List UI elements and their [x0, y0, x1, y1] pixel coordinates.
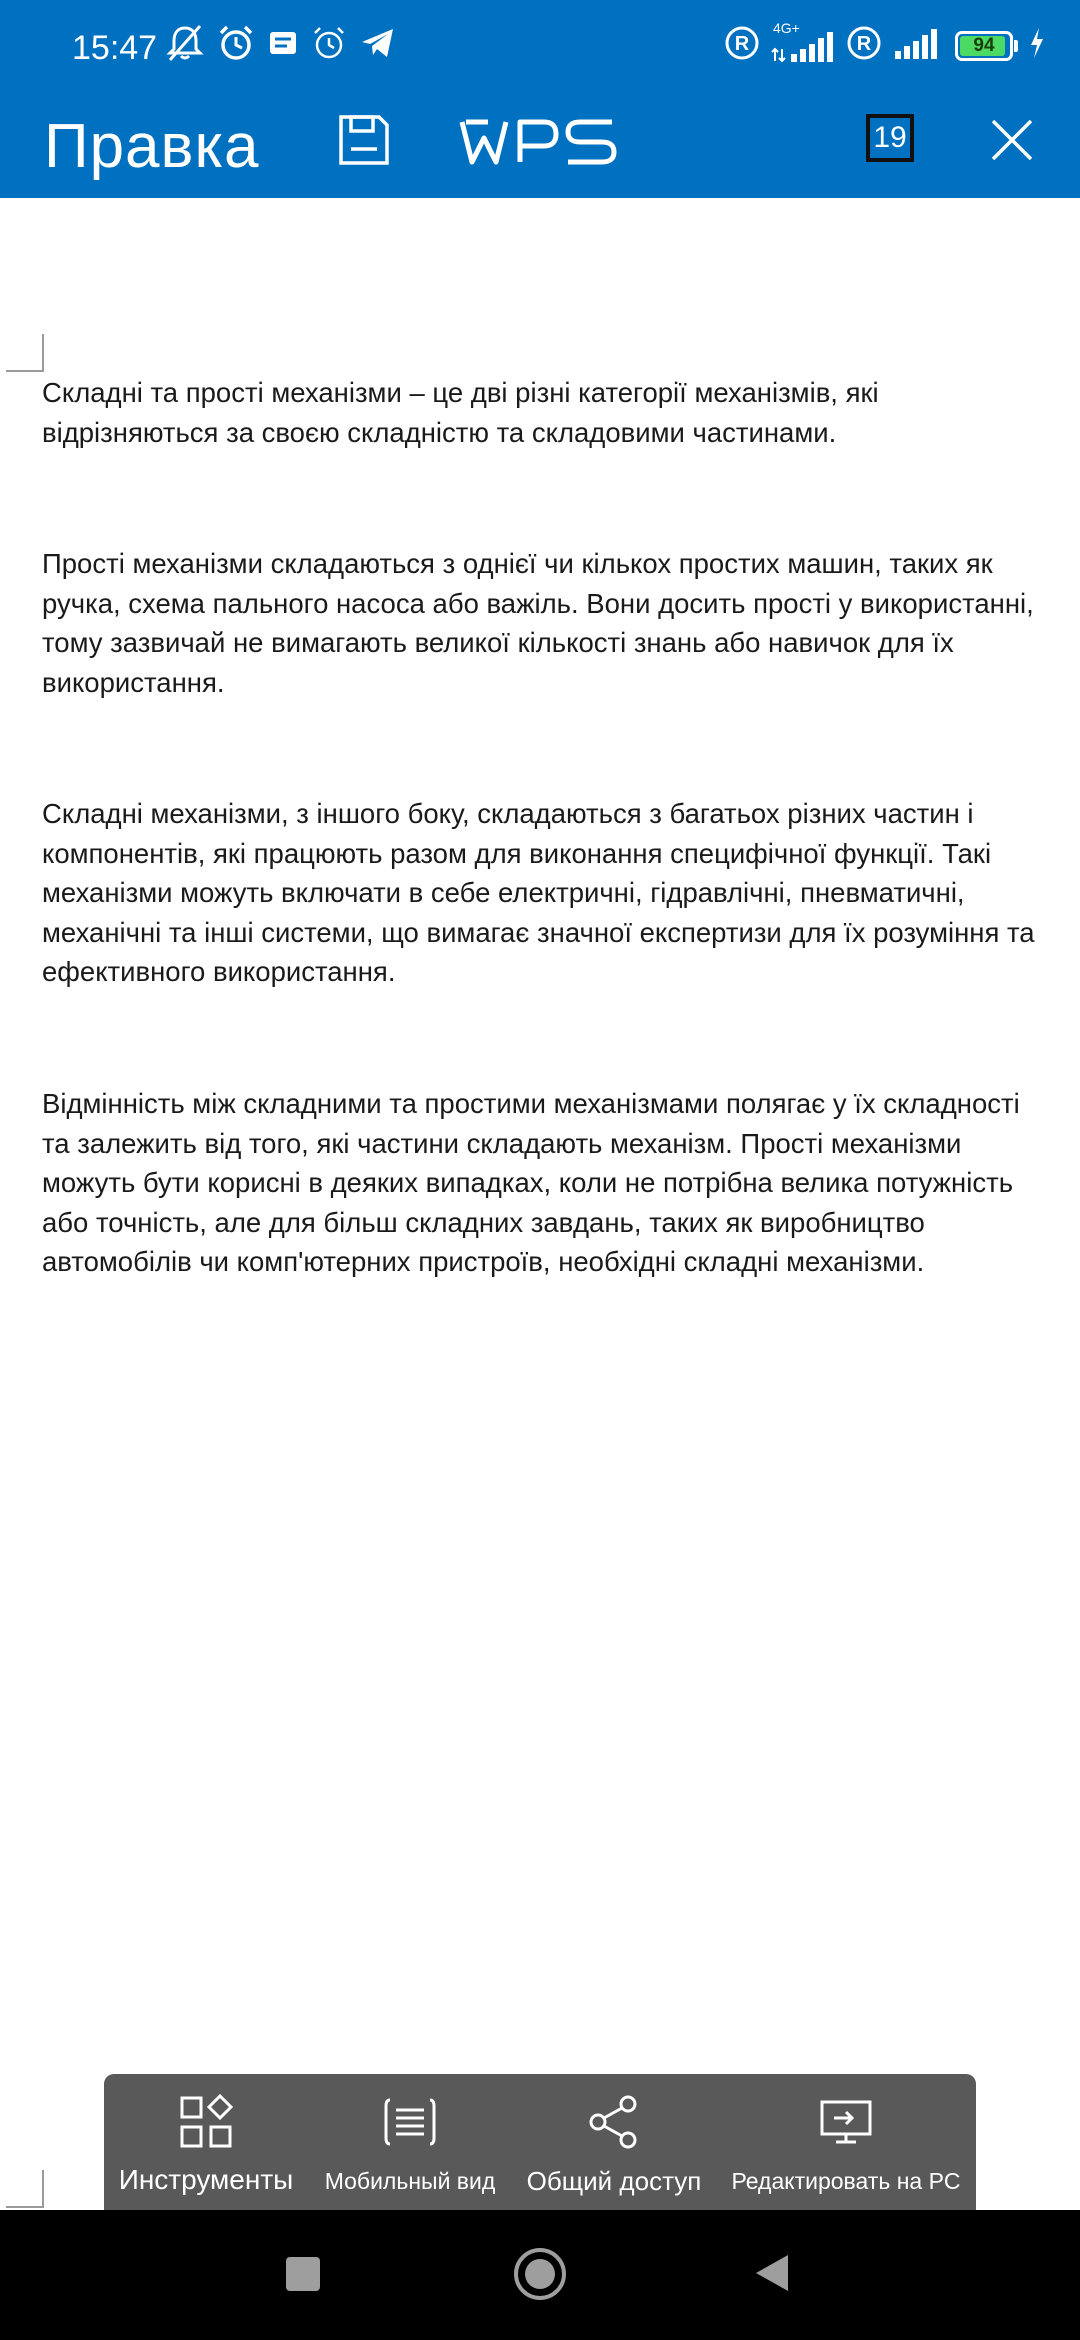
share-label: Общий доступ — [526, 2166, 702, 2196]
roaming-r-icon — [723, 24, 761, 67]
alarm-clock-icon — [310, 24, 348, 67]
status-left-icons — [164, 22, 398, 69]
status-time: 15:47 — [72, 29, 158, 67]
document-paragraph[interactable]: Складні та прості механізми – це дві різні категорії механізмів, які відрізняються за своєю складністю та складовими частинами. — [42, 377, 879, 448]
tools-grid-icon — [176, 2092, 236, 2152]
bottom-toolbar — [104, 2074, 976, 2210]
document-page[interactable] — [0, 198, 1080, 2210]
svg-text:R: R — [734, 33, 750, 55]
edit-mode-button[interactable]: Правка — [44, 112, 260, 181]
status-bar — [0, 0, 1080, 96]
home-icon[interactable] — [514, 2248, 566, 2300]
status-right-icons — [723, 19, 1046, 67]
battery-icon — [955, 31, 1018, 61]
share-icon — [584, 2092, 644, 2152]
system-nav-bar — [0, 2210, 1080, 2340]
save-button[interactable] — [332, 110, 396, 174]
charging-icon — [1028, 26, 1046, 65]
battery-level-text: 94 — [973, 34, 995, 56]
signal-icon — [893, 26, 945, 65]
document-paragraph[interactable]: Прості механізми складаються з однієї чи кількох простих машин, таких як ручка, схема пального насоса або важіль. Вони досить прості у використанні, тому зазвичай не вимагають великої кількості знань або навичок для їх використання. — [42, 548, 1034, 698]
edit-on-pc-label: Редактировать на PC — [731, 2168, 961, 2194]
tools-button[interactable] — [104, 2074, 308, 2210]
mobile-view-icon — [380, 2092, 440, 2152]
save-floppy-icon — [337, 113, 391, 172]
close-icon — [990, 118, 1034, 167]
alarm-icon — [216, 23, 256, 68]
mobile-view-label: Мобильный вид — [324, 2168, 496, 2194]
tools-label: Инструменты — [118, 2164, 294, 2195]
wps-logo — [458, 114, 620, 170]
network-type-label: 4G+ — [773, 19, 800, 36]
recents-icon[interactable] — [286, 2257, 320, 2291]
mobile-view-button[interactable] — [308, 2074, 512, 2210]
edit-on-pc-button[interactable] — [716, 2074, 976, 2210]
app-header — [0, 96, 1080, 198]
telegram-icon — [358, 23, 398, 68]
svg-text:R: R — [856, 33, 872, 55]
battery-nub — [1014, 40, 1018, 52]
open-documents-button[interactable]: 19 — [866, 114, 914, 162]
share-button[interactable] — [512, 2074, 716, 2210]
page-margin-marker — [6, 2170, 44, 2208]
signal-4g-icon — [771, 19, 835, 63]
muted-bell-icon — [164, 22, 206, 69]
home-icon-inner — [525, 2259, 555, 2289]
close-button[interactable] — [984, 114, 1040, 170]
message-icon — [266, 26, 300, 65]
battery-indicator — [955, 31, 1013, 61]
roaming-r-icon — [845, 24, 883, 67]
edit-on-pc-icon — [816, 2092, 876, 2152]
document-paragraph[interactable]: Відмінність між складними та простими механізмами полягає у їх складності та залежить від того, які частини складають механізм. Прості механізми можуть бути корисні в деяких випадках, коли не потрібна велика потужність або точність, але для більш складних завдань, таких як виробництво автомобілів чи комп'ютерних пристроїв, необхідні складні механізми. — [42, 1088, 1020, 1277]
document-paragraph[interactable]: Складні механізми, з іншого боку, складаються з багатьох різних частин і компонентів, які працюють разом для виконання специфічної функції. Такі механізми можуть включати в себе електричні, гідравлічні, пневматичні, механічні та інші системи, що вимагає значної експертизи для їх розуміння та ефективного використання. — [42, 798, 1035, 987]
page-margin-marker — [6, 334, 44, 372]
back-icon[interactable] — [756, 2255, 788, 2291]
